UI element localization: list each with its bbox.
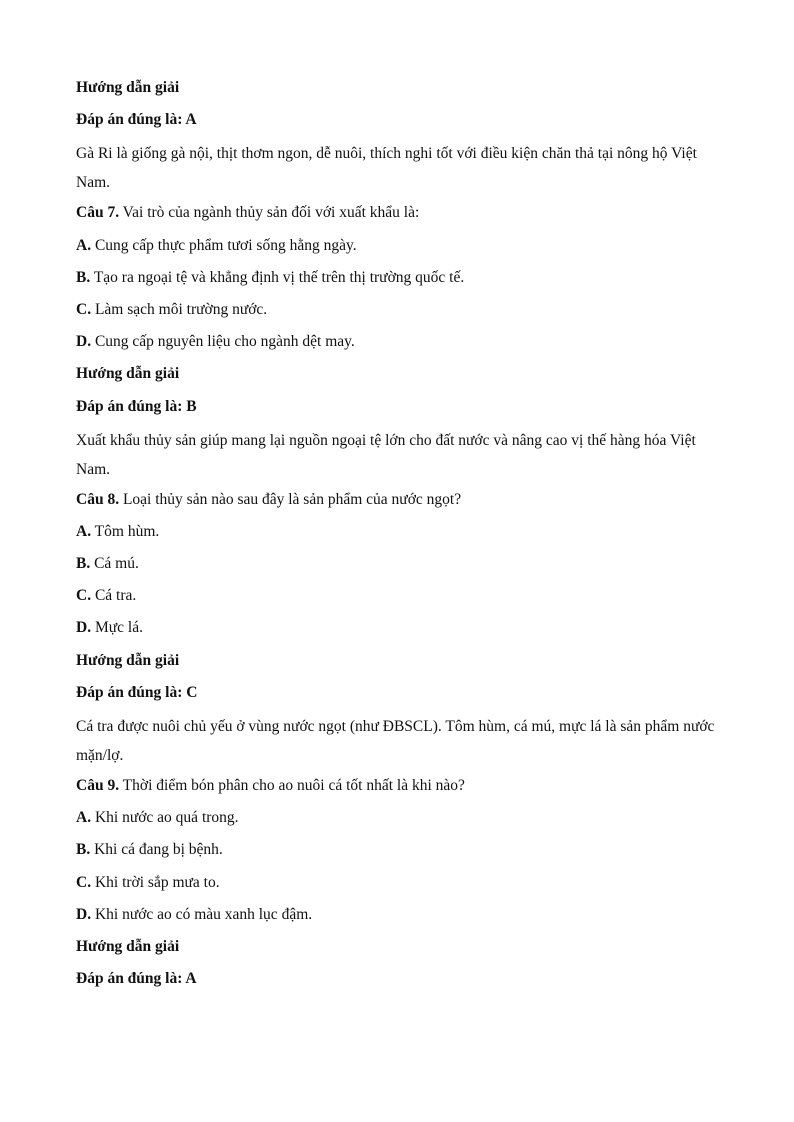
explanation-text: Gà Ri là giống gà nội, thịt thơm ngon, dễ nuôi, thích nghi tốt với điều kiện chăn thả tại nông hộ Việt Nam.: [76, 145, 697, 192]
option-text: Mực lá.: [91, 619, 143, 637]
question-8: [76, 487, 726, 519]
option-d: [76, 902, 726, 934]
option-text: Cá tra.: [91, 587, 137, 605]
question-text: Thời điểm bón phân cho ao nuôi cá tốt nhất là khi nào?: [119, 777, 465, 794]
option-letter: C.: [76, 587, 92, 605]
option-d: [76, 615, 726, 647]
option-text: Khi trời sắp mưa to.: [91, 873, 220, 891]
option-letter: B.: [76, 268, 91, 286]
option-letter: D.: [76, 333, 92, 351]
question-number: Câu 8.: [76, 490, 120, 508]
option-c: [76, 870, 726, 902]
document-content: [76, 75, 726, 998]
option-text: Khi nước ao có màu xanh lục đậm.: [91, 905, 313, 923]
option-b: [76, 837, 726, 869]
explanation-text: Xuất khẩu thủy sản giúp mang lại nguồn ngoại tệ lớn cho đất nước và nâng cao vị thế hàng hóa Việt Nam.: [76, 431, 696, 478]
question-7: [76, 200, 726, 232]
answer-line: Đáp án đúng là: A: [76, 970, 197, 988]
option-letter: B.: [76, 555, 91, 573]
question-text: Vai trò của ngành thủy sản đối với xuất khẩu là:: [119, 204, 420, 222]
option-text: Tạo ra ngoại tệ và khẳng định vị thế trên thị trường quốc tế.: [90, 268, 465, 286]
option-letter: A.: [76, 809, 92, 827]
option-a: [76, 805, 726, 837]
answer-line: Đáp án đúng là: A: [76, 111, 197, 129]
option-letter: D.: [76, 905, 92, 923]
option-d: [76, 329, 726, 361]
solution-heading: Hướng dẫn giải: [76, 651, 180, 669]
option-c: [76, 297, 726, 329]
option-b: [76, 551, 726, 583]
solution-heading: Hướng dẫn giải: [76, 937, 180, 955]
option-text: Cung cấp nguyên liệu cho ngành dệt may.: [91, 333, 355, 351]
question-text: Loại thủy sản nào sau đây là sản phẩm của nước ngọt?: [119, 490, 462, 508]
option-c: [76, 583, 726, 615]
option-text: Tôm hùm.: [91, 522, 160, 540]
option-letter: A.: [76, 522, 92, 540]
question-9: [76, 773, 726, 805]
option-letter: C.: [76, 300, 92, 318]
option-letter: B.: [76, 841, 91, 859]
solution-heading: Hướng dẫn giải: [76, 365, 180, 383]
option-text: Cá mú.: [90, 555, 139, 573]
option-text: Khi cá đang bị bệnh.: [90, 841, 223, 859]
option-letter: C.: [76, 873, 92, 891]
explanation-text: Cá tra được nuôi chủ yếu ở vùng nước ngọt (như ĐBSCL). Tôm hùm, cá mú, mực lá là sản phẩm nước mặn/lợ.: [76, 718, 715, 764]
answer-line: Đáp án đúng là: B: [76, 397, 197, 415]
option-text: Cung cấp thực phẩm tươi sống hằng ngày.: [91, 236, 357, 254]
solution-heading: Hướng dẫn giải: [76, 79, 180, 96]
question-number: Câu 9.: [76, 777, 120, 794]
question-number: Câu 7.: [76, 204, 120, 222]
option-letter: D.: [76, 619, 92, 637]
option-a: [76, 233, 726, 265]
option-letter: A.: [76, 236, 92, 254]
option-text: Khi nước ao quá trong.: [91, 809, 239, 827]
option-b: [76, 265, 726, 297]
option-a: [76, 519, 726, 551]
answer-line: Đáp án đúng là: C: [76, 683, 198, 701]
option-text: Làm sạch môi trường nước.: [91, 300, 268, 318]
